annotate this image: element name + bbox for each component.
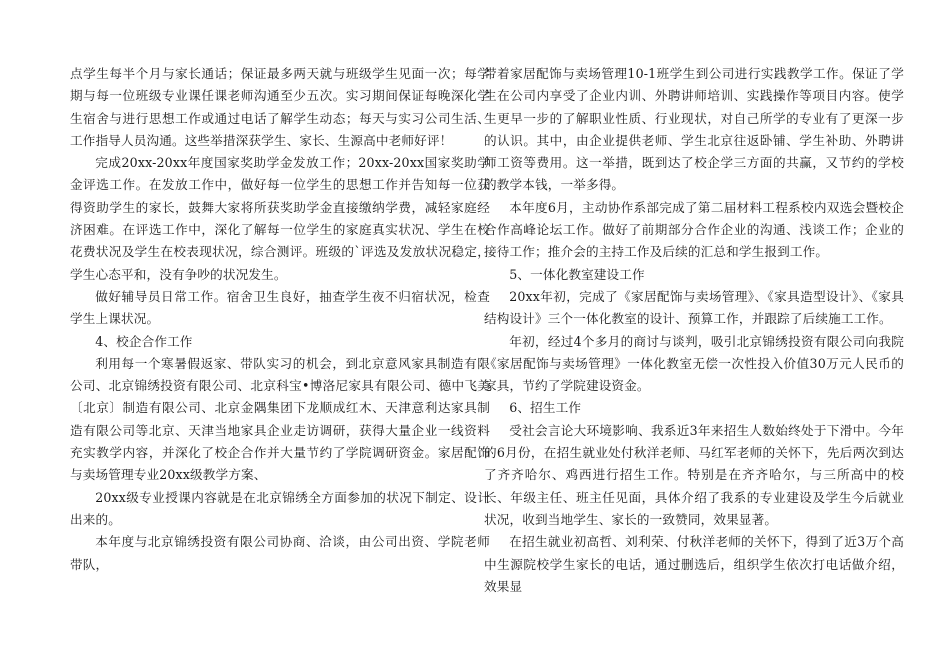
left-column (70, 63, 490, 576)
section-heading: 5、一体化教室建设工作 (509, 266, 645, 282)
paragraph: 完成20xx-20xx年度国家奖助学金发放工作；20xx-20xx国家奖助学金评选工作。在发放工作中，做好每一位学生的思想工作并告知每一位获得资助学生的家长，鼓舞大家将所获奖助学金直接缴纳学费，减轻家庭经济困难。在评选工作中，深化了解每一位学生的家庭真实状况、学生在校花费状况及学生在校表现状况，综合测评。班级的`评选及发放状况稳定，学生心态平和，没有争吵的状况发生。 (70, 155, 490, 282)
paragraph: 20xx年初，完成了《家居配饰与卖场管理》、《家具造型设计》、《家具结构设计》三个一体化教室的设计、预算工作，并跟踪了后续施工工作。 (484, 288, 904, 327)
paragraph: 点学生每半个月与家长通话；保证最多两天就与班级学生见面一次；每学期与每一位班级专业课任课老师沟通至少五次。实习期间保证每晚深化学生宿舍与进行思想工作或通过电话了解学生动态；每天与实习公司生活、工作指导人员沟通。这些举措深获学生、家长、生源高中老师好评！ (70, 66, 490, 148)
right-column (484, 63, 904, 598)
paragraph: 做好辅导员日常工作。宿舍卫生良好，抽查学生夜不归宿状况，检查学生上课状况。 (70, 288, 490, 327)
paragraph: 带着家居配饰与卖场管理10-1班学生到公司进行实践教学工作。保证了学生在公司内享受了企业内训、外聘讲师培训、实践操作等项目内容。使学生更早一步的了解职业性质、行业现状，对自己所学的专业有了更深一步的认识。其中，由企业提供老师、学生北京往返卧铺、学生补助、外聘讲师工资等费用。这一举措，既到达了校企学三方面的共赢，又节约的学校的教学本钱，一举多得。 (484, 66, 904, 193)
paragraph: 在招生就业初高哲、刘利荣、付秋洋老师的关怀下，得到了近3万个高中生源院校学生家长的电话，通过删选后，组织学生依次打电话做介绍，效果显 (484, 534, 904, 594)
paragraph: 本年度与北京锦绣投资有限公司协商、洽谈，由公司出资、学院老师带队， (70, 534, 490, 572)
section-heading: 6、招生工作 (509, 400, 582, 416)
paragraph: 本年度6月，主动协作系部完成了第二届材料工程系校内双选会暨校企合作高峰论坛工作。做好了前期部分合作企业的沟通、浅谈工作；企业的接待工作；推介会的主持工作及后续的汇总和学生报到工作。 (484, 199, 904, 260)
paragraph: 年初，经过4个多月的商讨与谈判，吸引北京锦绣投资有限公司向我院《家居配饰与卖场管理》一体化教室无偿一次性投入价值30万元人民币的家具，节约了学院建设资金。 (484, 333, 904, 394)
paragraph: 利用每一个寒暑假返家、带队实习的机会，到北京意风家具制造有限公司、北京锦绣投资有限公司、北京科宝•博洛尼家具有限公司、德中飞美〔北京〕制造有限公司、北京金隅集团下龙顺成红木、天津意利达家具制造有限公司等北京、天津当地家具企业走访调研，获得大量企业一线资料充实教学内容，并深化了校企合作并大量节约了学院调研资金。家居配饰与卖场管理专业20xx级教学方案、 (70, 355, 490, 483)
section-heading: 4、校企合作工作 (95, 333, 193, 349)
paragraph: 20xx级专业授课内容就是在北京锦绣全方面参加的状况下制定、设计出来的。 (70, 489, 490, 527)
paragraph: 受社会言论大环境影响、我系近3年来招生人数始终处于下滑中。今年的6月份，在招生就业处付秋洋老师、马红军老师的关怀下，先后两次到达了齐齐哈尔、鸡西进行招生工作。特别是在齐齐哈尔，与三所高中的校长、年级主任、班主任见面，具体介绍了我系的专业建设及学生今后就业状况，收到当地学生、家长的一致赞同，效果显著。 (484, 422, 904, 527)
